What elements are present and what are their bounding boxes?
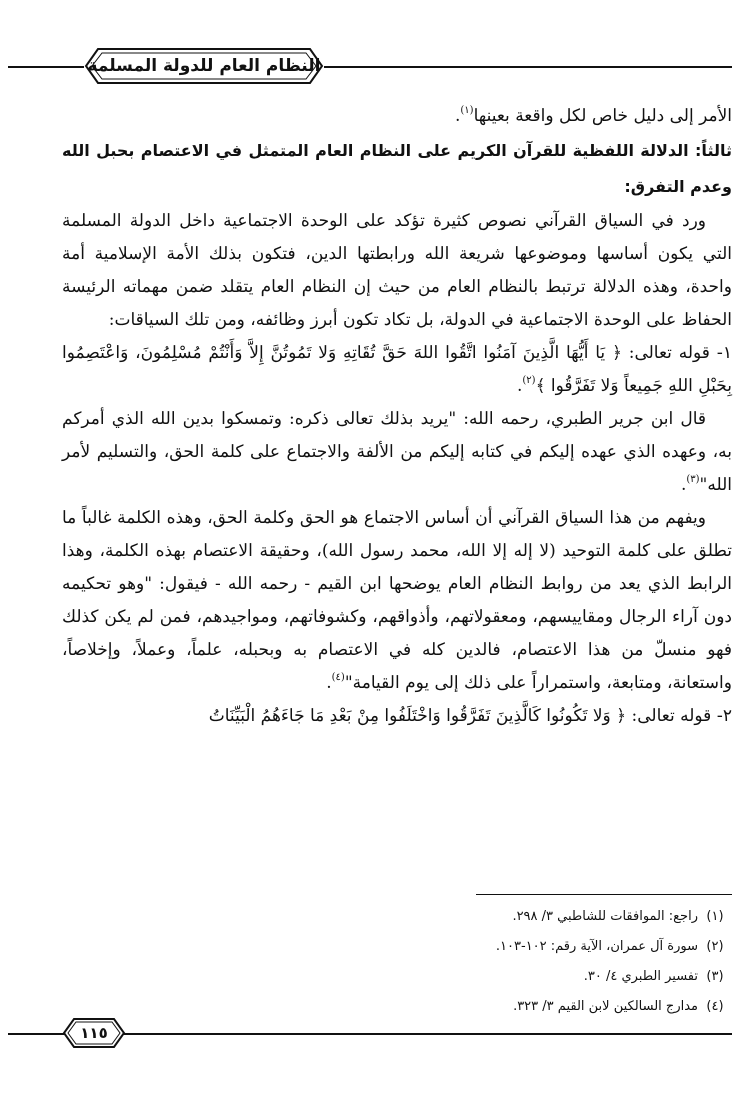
footnote-ref: (٢) bbox=[522, 375, 536, 386]
footnote-text: مدارج السالكين لابن القيم ٣/ ٣٢٣. bbox=[513, 999, 698, 1014]
running-header bbox=[84, 46, 324, 86]
footnote-text: سورة آل عمران، الآية رقم: ١٠٢-١٠٣. bbox=[495, 939, 698, 954]
footnote-ref: (٣) bbox=[686, 474, 700, 485]
list-item-1 bbox=[62, 337, 732, 403]
paragraph-end: . bbox=[326, 673, 332, 693]
paragraph-end: . bbox=[454, 106, 461, 126]
footnote-item bbox=[150, 992, 732, 1022]
footer-rule-right bbox=[122, 1033, 732, 1035]
paragraph-intro: ورد في السياق القرآني نصوص كثيرة تؤكد على الوحدة الاجتماعية داخل الدولة المسلمة التي يكون أساسها وموضوعها شريعة الله ورابطتها الدين، فتكون بذلك الأمة الإسلامية أمة واحدة، وهذه الدلالة ترتبط بالنظام العام من حيث إن النظام العام يتقلد ضمن مهماته الرئيسة الحفاظ على الوحدة الاجتماعية في الدولة، بل تكاد تكون أبرز وظائفه، ومن تلك السياقات: bbox=[62, 211, 732, 330]
footnote-ref: (٤) bbox=[331, 672, 345, 683]
paragraph-continuation bbox=[62, 100, 732, 133]
header-rule-right bbox=[324, 66, 732, 68]
section-heading-label: ثالثاً: bbox=[695, 141, 732, 160]
list-item-number: ٢- bbox=[716, 706, 732, 726]
list-item-number: ١- bbox=[716, 343, 733, 363]
header-rule-left bbox=[8, 66, 84, 68]
paragraph-end: . bbox=[516, 376, 523, 396]
footnote-number: (١) bbox=[706, 909, 724, 924]
paragraph-end: . bbox=[680, 475, 687, 495]
footnote-ref: (١) bbox=[460, 105, 474, 116]
paragraph-text: قال ابن جرير الطبري، رحمه الله: "يريد بذلك تعالى ذكره: وتمسكوا بدين الله الذي أمركم به، وعهده الذي عهده إليكم في كتابه إليكم من الألفة والاجتماع على كلمة الحق، والتسليم لأمر الله" bbox=[62, 409, 732, 495]
quran-verse: قوله تعالى: ﴿ وَلا تَكُونُوا كَالَّذِينَ تَفَرَّقُوا وَاخْتَلَفُوا مِنْ بَعْدِ مَا جَاءَهُمُ الْبَيِّنَاتُ bbox=[208, 706, 712, 726]
paragraph-ibn-qayyim bbox=[62, 502, 732, 700]
page-number-badge bbox=[62, 1017, 126, 1049]
footnote-item bbox=[150, 932, 732, 962]
footnotes bbox=[150, 902, 732, 1022]
footnote-separator bbox=[476, 894, 732, 895]
quran-verse: قوله تعالى: ﴿ يَا أَيُّهَا الَّذِينَ آمَنُوا اتَّقُوا اللهَ حَقَّ تُقَاتِهِ وَلا تَمُوتُنَّ إِلاَّ وَأَنْتُمْ مُسْلِمُونَ، وَاعْتَصِمُوا بِحَبْلِ اللهِ جَمِيعاً وَلا تَفَرَّقُوا ﴾ bbox=[62, 343, 732, 396]
paragraph-text: ويفهم من هذا السياق القرآني أن أساس الاجتماع هو الحق وكلمة الحق، وهذه الكلمة غالباً ما تطلق على كلمة التوحيد (لا إله إلا الله، محمد رسول الله)، وحقيقة الاعتصام بهذه الكلمة، وهذا الرابط الذي يعد من روابط النظام العام يوضحها ابن القيم - رحمه الله - فيقول: "وهو تحكيمه دون آراء الرجال ومقاييسهم، ومعقولاتهم، وأذواقهم، وكشوفاتهم، ومواجيدهم، فمن لم يكن كذلك فهو منسلّ من هذا الاعتصام، فالدين كله في الاعتصام به وبحبله، علماً، وعملاً، وإخلاصاً، واستعانة، ومتابعة، واستمراراً على ذلك إلى يوم القيامة" bbox=[62, 508, 732, 693]
page-number: ١١٥ bbox=[80, 1024, 108, 1042]
main-text bbox=[62, 100, 732, 733]
section-heading-text: الدلالة اللفظية للقرآن الكريم على النظام العام المتمثل في الاعتصام بحبل الله وعدم التفرق: bbox=[62, 141, 732, 196]
footnote-text: راجع: الموافقات للشاطبي ٣/ ٢٩٨. bbox=[512, 909, 698, 924]
paragraph-text: الأمر إلى دليل خاص لكل واقعة بعينها bbox=[473, 106, 732, 126]
footnote-item bbox=[150, 902, 732, 932]
footnote-number: (٣) bbox=[706, 969, 724, 984]
paragraph-tabari-quote bbox=[62, 403, 732, 502]
footnote-number: (٤) bbox=[706, 999, 724, 1014]
footnote-item bbox=[150, 962, 732, 992]
footnote-text: تفسير الطبري ٤/ ٣٠. bbox=[583, 969, 698, 984]
section-heading bbox=[62, 133, 732, 205]
footer-rule-left bbox=[8, 1033, 68, 1035]
footnote-number: (٢) bbox=[706, 939, 724, 954]
list-item-2 bbox=[62, 700, 732, 733]
header-title: النظام العام للدولة المسلمة bbox=[87, 56, 321, 76]
